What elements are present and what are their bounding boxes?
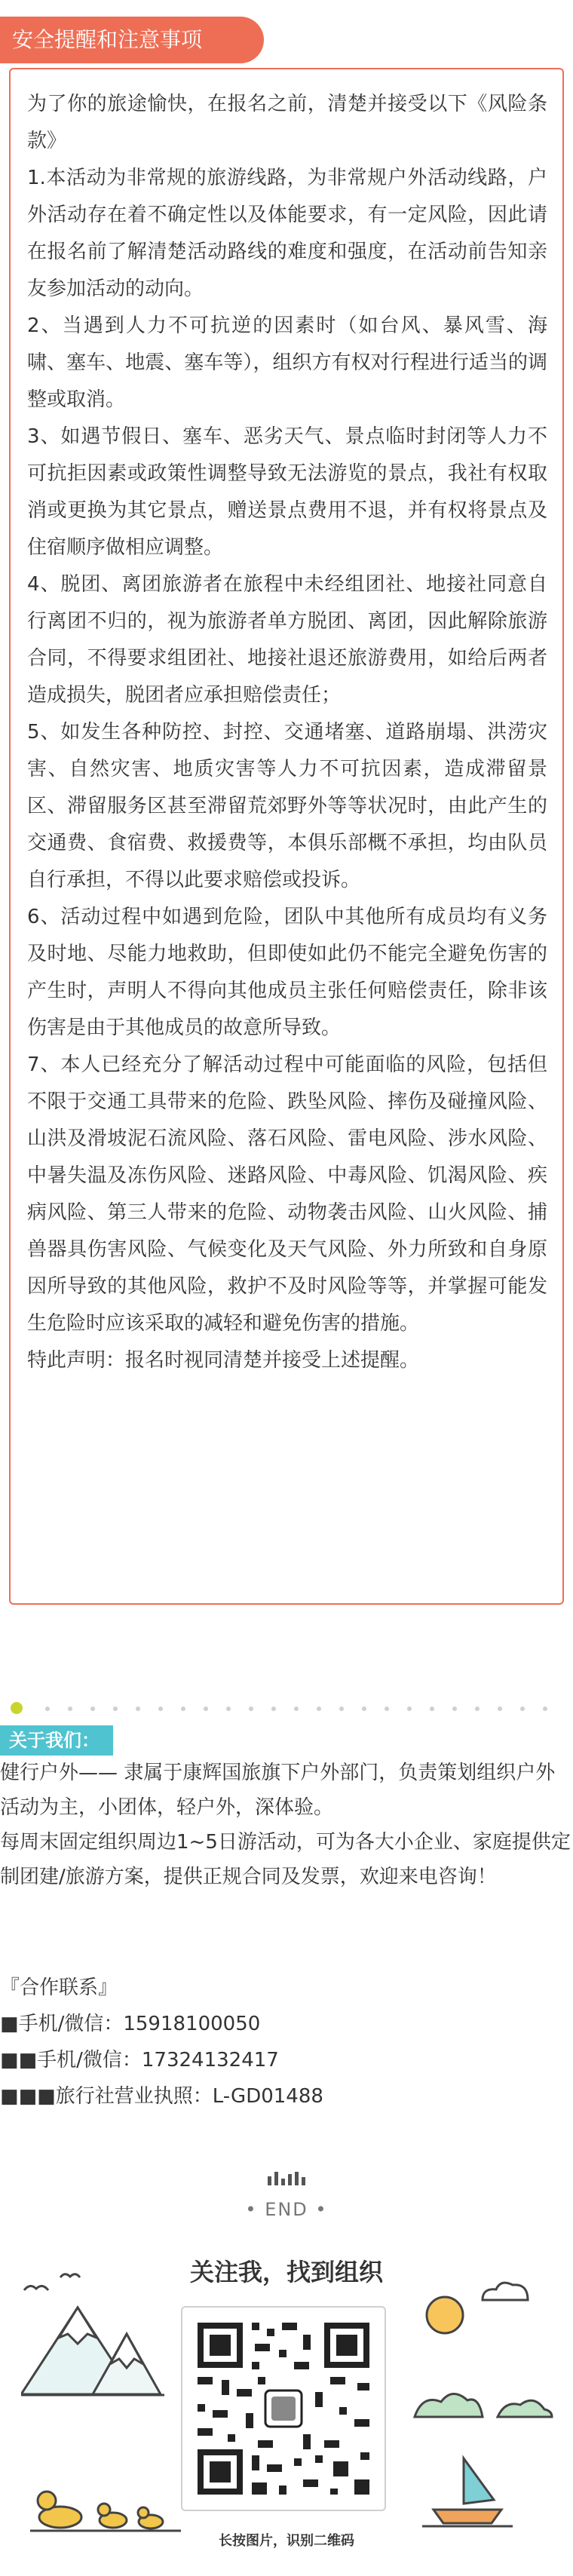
mountains-illustration bbox=[21, 2300, 164, 2398]
bush-icon bbox=[407, 2379, 558, 2424]
risk-terms-box bbox=[9, 68, 564, 1605]
risk-item-7: 7、本人已经充分了解活动过程中可能面临的风险，包括但不限于交通工具带来的危险、跌坠风险、摔伤及碰撞风险、山洪及滑坡泥石流风险、落石风险、雷电风险、涉水风险、中暑失温及冻伤风险、迷路风险、中毒风险、饥渴风险、疾病风险、第三人带来的危险、动物袭击风险、山火风险、捕兽器具伤害风险、气候变化及天气风险、外力所致和自身原因所导致的其他风险，救护不及时风险等等，并掌握可能发生危险时应该采取的减轻和避免伤害的措施。 bbox=[27, 1053, 547, 1335]
bird-icon bbox=[59, 2270, 81, 2283]
about-paragraph: 健行户外—— 隶属于康辉国旅旗下户外部门，负责策划组织户外活动为主，小团体，轻户外，深体验。 bbox=[0, 1762, 556, 1819]
sailboat-icon bbox=[422, 2451, 513, 2534]
risk-item-2: 2、当遇到人力不可抗逆的因素时（如台风、暴风雪、海啸、塞车、地震、塞车等），组织方有权对行程进行适当的调整或取消。 bbox=[27, 314, 547, 411]
risk-item-3: 3、如遇节假日、塞车、恶劣天气、景点临时封闭等人力不可抗拒因素或政策性调整导致无法游览的景点，我社有权取消或更换为其它景点，赠送景点费用不退，并有权将景点及住宿顺序做相应调整。 bbox=[27, 425, 547, 559]
section-divider-dots bbox=[11, 1702, 568, 1717]
contact-license: ■■■旅行社营业执照：L-GD01488 bbox=[0, 2085, 323, 2108]
qr-code-icon bbox=[182, 2308, 385, 2510]
risk-item-4: 4、脱团、离团旅游者在旅程中未经组团社、地接社同意自行离团不归的，视为旅游者单方脱团、离团，因此解除旅游合同，不得要求组团社、地接社退还旅游费用，如给后两者造成损失，脱团者应承担赔偿责任； bbox=[27, 573, 547, 707]
qr-caption: 长按图片，识别二维码 bbox=[219, 2533, 354, 2549]
contact-section bbox=[0, 1970, 573, 2114]
qr-code-frame[interactable] bbox=[181, 2306, 386, 2511]
about-heading: 关于我们： bbox=[0, 1725, 113, 1756]
risk-declaration: 特此声明：报名时视同清楚并接受上述提醒。 bbox=[27, 1349, 420, 1372]
ducks-illustration bbox=[30, 2481, 181, 2534]
contact-phone-2: ■■手机/微信：17324132417 bbox=[0, 2049, 279, 2072]
end-label: • END • bbox=[245, 2199, 328, 2220]
risk-item-5: 5、如发生各种防控、封控、交通堵塞、道路崩塌、洪涝灾害、自然灾害、地质灾害等人力不可抗因素，造成滞留景区、滞留服务区甚至滞留荒郊野外等等状况时，由此产生的交通费、食宿费、救援费等，本俱乐部概不承担，均由队员自行承担，不得以此要求赔偿或投诉。 bbox=[27, 721, 547, 891]
contact-title: 『合作联系』 bbox=[0, 1976, 118, 1999]
safety-heading: 安全提醒和注意事项 bbox=[0, 17, 264, 63]
cloud-icon bbox=[475, 2277, 535, 2308]
sun-icon bbox=[422, 2292, 467, 2338]
contact-phone-1: ■手机/微信：15918100050 bbox=[0, 2013, 261, 2035]
about-paragraph: 每周末固定组织周边1~5日游活动，可为各大小企业、家庭提供定制团建/旅游方案，提供正规合同及发票，欢迎来电咨询！ bbox=[0, 1831, 571, 1888]
about-section bbox=[0, 1756, 573, 1894]
risk-item-1: 1.本活动为非常规的旅游线路，为非常规户外活动线路，户外活动存在着不确定性以及体能要求，有一定风险，因此请在报名前了解清楚活动路线的难度和强度，在活动前告知亲友参加活动的动向。 bbox=[27, 167, 547, 300]
risk-intro: 为了你的旅途愉快，在报名之前，清楚并接受以下《风险条款》 bbox=[27, 93, 547, 152]
risk-item-6: 6、活动过程中如遇到危险，团队中其他所有成员均有义务及时地、尽能力地救助，但即使如此仍不能完全避免伤害的产生时，声明人不得向其他成员主张任何赔偿责任，除非该伤害是由于其他成员的故意所导致。 bbox=[27, 906, 547, 1039]
end-bars-icon bbox=[268, 2172, 305, 2185]
bird-icon bbox=[23, 2281, 50, 2296]
follow-title: 关注我，找到组织 bbox=[189, 2258, 383, 2286]
